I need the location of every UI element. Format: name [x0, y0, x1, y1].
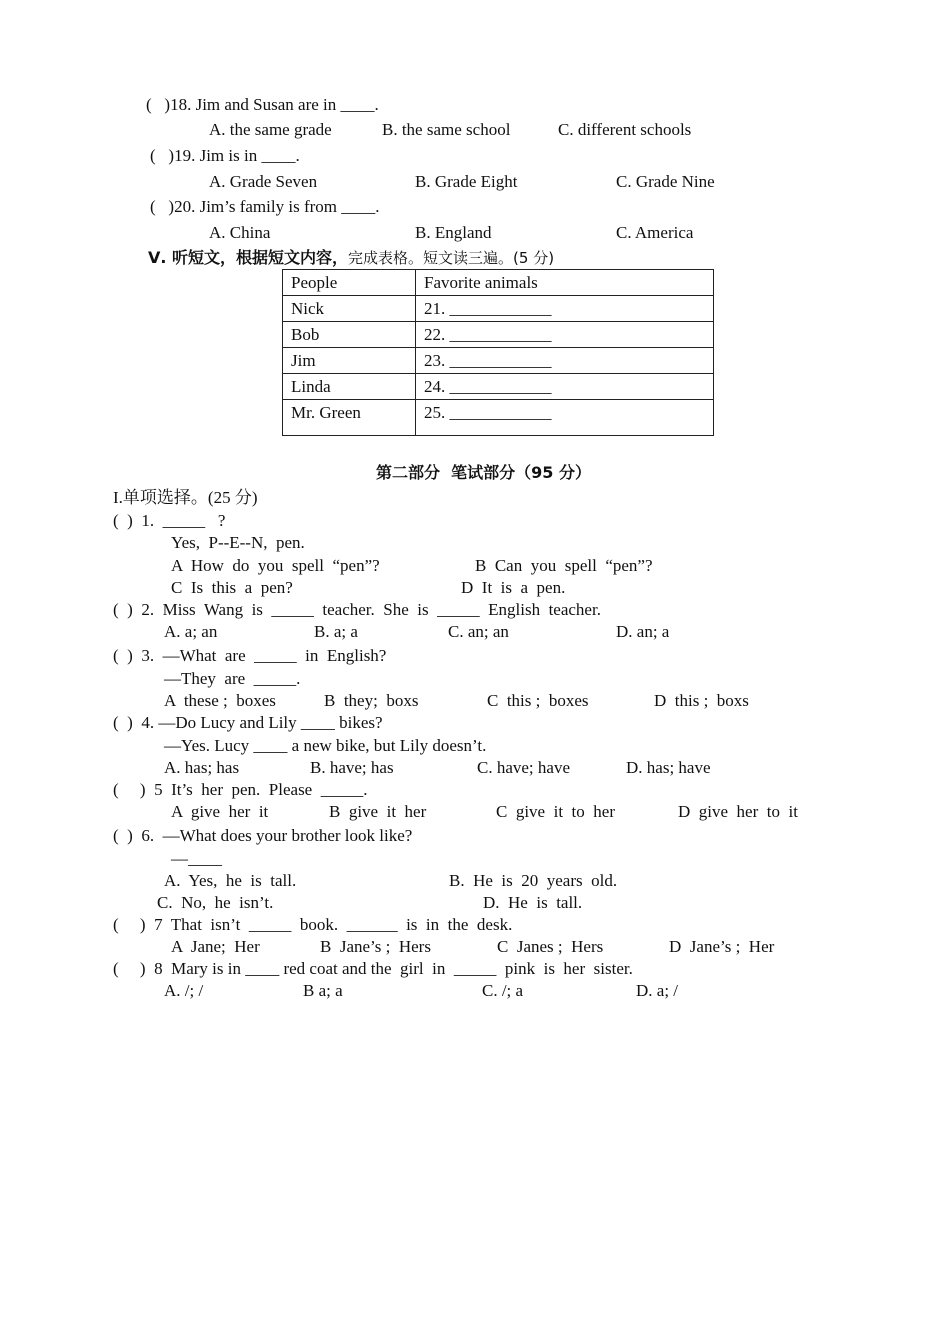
table-cell-person: Linda — [283, 374, 416, 400]
section5-heading — [148, 248, 554, 268]
table-row — [283, 400, 714, 436]
q2-stem: ( ) 2. Miss Wang is _____ teacher. She is _____ English teacher. — [113, 600, 601, 619]
part2-title: 第二部分 笔试部分（95 分） — [376, 463, 591, 482]
q2-option-d: D. an; a — [616, 622, 670, 641]
q4-stem: ( ) 4. —Do Lucy and Lily ____ bikes? — [113, 713, 383, 732]
q1-option-d: D It is a pen. — [461, 578, 566, 597]
q3-reply: —They are _____. — [164, 669, 301, 688]
q8-stem: ( ) 8 Mary is in ____ red coat and the girl in _____ pink is her sister. — [113, 959, 633, 978]
q2-option-b: B. a; a — [314, 622, 358, 641]
section5-heading-bold: Ⅴ. 听短文，根据短文内容， — [148, 248, 349, 267]
table-cell-person: Bob — [283, 322, 416, 348]
q18-stem: ( )18. Jim and Susan are in ____. — [146, 95, 379, 114]
table-cell-person: Nick — [283, 296, 416, 322]
q3-option-a: A these ; boxes — [164, 691, 276, 710]
q8-option-b: B a; a — [303, 981, 343, 1000]
table-cell-answer: 22. ____________ — [416, 322, 714, 348]
table-header-row — [283, 270, 714, 296]
q6-option-d: D. He is tall. — [483, 893, 583, 912]
q19-option-c: C. Grade Nine — [616, 172, 715, 191]
q7-option-c: C Janes ; Hers — [497, 937, 604, 956]
q19-option-a: A. Grade Seven — [209, 172, 318, 191]
q4-option-a: A. has; has — [164, 758, 240, 777]
q6-option-c: C. No, he isn’t. — [157, 893, 274, 912]
q7-stem: ( ) 7 That isn’t _____ book. ______ is in the desk. — [113, 915, 513, 934]
table-row — [283, 374, 714, 400]
q20-option-c: C. America — [616, 223, 694, 242]
table-row — [283, 348, 714, 374]
q2-option-a: A. a; an — [164, 622, 218, 641]
q1-option-c: C Is this a pen? — [171, 578, 293, 597]
q20-option-a: A. China — [209, 223, 271, 242]
q6-stem: ( ) 6. —What does your brother look like? — [113, 826, 413, 845]
table-cell-answer: 23. ____________ — [416, 348, 714, 374]
q4-reply: —Yes. Lucy ____ a new bike, but Lily doesn’t. — [164, 736, 487, 755]
q18-option-b: B. the same school — [382, 120, 511, 139]
q1-option-b: B Can you spell “pen”? — [475, 556, 653, 575]
table-header-cell: Favorite animals — [416, 270, 714, 296]
q7-option-a: A Jane; Her — [171, 937, 260, 956]
q5-stem: ( ) 5 It’s her pen. Please _____. — [113, 780, 368, 799]
q1-reply: Yes, P--E--N, pen. — [171, 533, 305, 552]
q7-option-b: B Jane’s ; Hers — [320, 937, 431, 956]
q8-option-d: D. a; / — [636, 981, 679, 1000]
section5-heading-rest: 完成表格。短文读三遍。(5 分) — [348, 249, 555, 267]
table-header-cell: People — [283, 270, 416, 296]
q3-option-b: B they; boxs — [324, 691, 419, 710]
q20-stem: ( )20. Jim’s family is from ____. — [150, 197, 380, 216]
q20-option-b: B. England — [415, 223, 492, 242]
q7-option-d: D Jane’s ; Her — [669, 937, 775, 956]
q5-option-d: D give her to it — [678, 802, 798, 821]
q6-option-a: A. Yes, he is tall. — [164, 871, 297, 890]
q18-option-a: A. the same grade — [209, 120, 332, 139]
section1-heading: I.单项选择。(25 分) — [113, 488, 258, 507]
table-cell-person: Jim — [283, 348, 416, 374]
table-cell-answer: 24. ____________ — [416, 374, 714, 400]
table-cell-answer: 21. ____________ — [416, 296, 714, 322]
table-cell-person: Mr. Green — [283, 400, 416, 436]
q3-stem: ( ) 3. —What are _____ in English? — [113, 646, 387, 665]
table-cell-answer: 25. ____________ — [416, 400, 714, 436]
q2-option-c: C. an; an — [448, 622, 509, 641]
q8-option-c: C. /; a — [482, 981, 524, 1000]
q5-option-c: C give it to her — [496, 802, 615, 821]
q19-option-b: B. Grade Eight — [415, 172, 518, 191]
q1-stem: ( ) 1. _____ ? — [113, 511, 226, 530]
q1-option-a: A How do you spell “pen”? — [171, 556, 380, 575]
q4-option-b: B. have; has — [310, 758, 394, 777]
q4-option-c: C. have; have — [477, 758, 570, 777]
q4-option-d: D. has; have — [626, 758, 711, 777]
q3-option-d: D this ; boxs — [654, 691, 749, 710]
table-row — [283, 296, 714, 322]
q6-reply: —____ — [171, 849, 222, 868]
table-row — [283, 322, 714, 348]
q18-option-c: C. different schools — [558, 120, 692, 139]
q5-option-a: A give her it — [171, 802, 269, 821]
animals-table — [282, 269, 714, 436]
q6-option-b: B. He is 20 years old. — [449, 871, 618, 890]
q5-option-b: B give it her — [329, 802, 427, 821]
q3-option-c: C this ; boxes — [487, 691, 589, 710]
q8-option-a: A. /; / — [164, 981, 204, 1000]
q19-stem: ( )19. Jim is in ____. — [150, 146, 300, 165]
